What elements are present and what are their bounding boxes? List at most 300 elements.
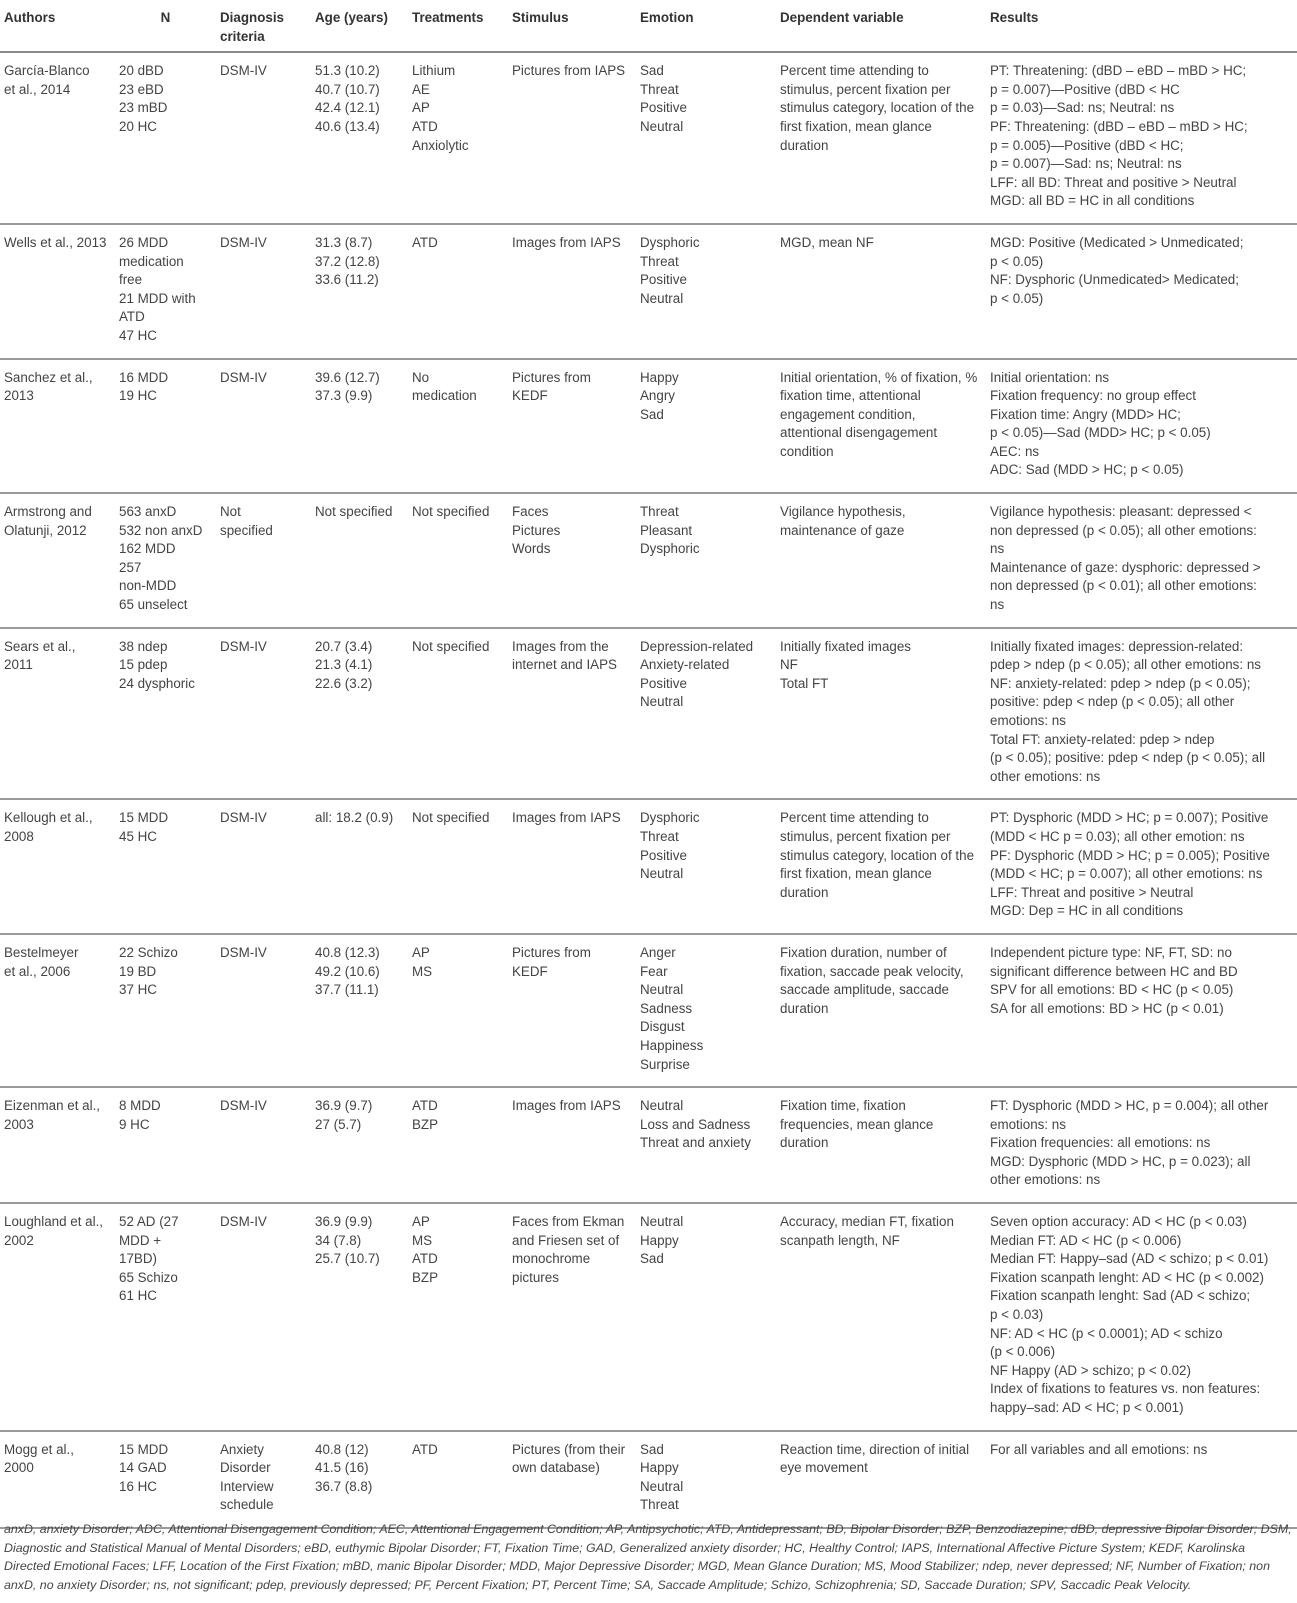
table-row [0,1431,1297,1528]
dependent-line: maintenance of gaze [780,522,905,538]
header-results: Results [986,0,1297,52]
cell-age [311,934,408,1087]
authors-line: Mogg et al., [4,1441,74,1457]
dependent-line: Percent time attending to [780,810,929,826]
dependent-line: NF [780,657,798,673]
cell-n [115,359,216,494]
n-line: 65 Schizo [119,1269,178,1285]
stimulus-line: Faces from Ekman [512,1214,625,1230]
stimulus-line: Images from IAPS [512,810,621,826]
treatments-line: Anxiolytic [412,137,469,153]
results-line: p = 0.03)—Sad: ns; Neutral: ns [990,100,1175,116]
cell-stimulus [508,359,636,494]
n-line: 20 HC [119,118,157,134]
emotion-line: Neutral [640,1214,684,1230]
diagnosis-line: DSM-IV [220,810,267,826]
emotion-line: Loss and Sadness [640,1116,751,1132]
cell-dependent [776,628,986,800]
age-line: 25.7 (10.7) [315,1251,380,1267]
age-line: 40.6 (13.4) [315,118,380,134]
emotion-line: Threat [640,1497,679,1513]
cell-n [115,934,216,1087]
cell-results [986,224,1297,359]
cell-treatments [408,799,508,934]
table-row [0,52,1297,224]
results-line: Fixation frequency: no group effect [990,388,1196,404]
cell-results [986,628,1297,800]
cell-results [986,359,1297,494]
stimulus-line: pictures [512,1269,559,1285]
diagnosis-line: DSM-IV [220,944,267,960]
results-line: SPV for all emotions: BD < HC (p < 0.05) [990,982,1234,998]
diagnosis-line: specified [220,522,273,538]
treatments-line: medication [412,388,477,404]
stimulus-line: Words [512,541,551,557]
cell-authors [0,934,115,1087]
cell-results [986,52,1297,224]
results-line: MGD: Positive (Medicated > Unmedicated; [990,234,1244,250]
results-line: significant difference between HC and BD [990,963,1238,979]
emotion-line: Surprise [640,1056,690,1072]
authors-line: Olatunji, 2012 [4,522,87,538]
cell-emotion [636,628,776,800]
table-row [0,934,1297,1087]
treatments-line: ATD [412,1251,438,1267]
treatments-line: BZP [412,1116,439,1132]
diagnosis-line: DSM-IV [220,369,267,385]
results-line: Median FT: AD < HC (p < 0.006) [990,1232,1182,1248]
cell-results [986,934,1297,1087]
cell-dependent [776,934,986,1087]
emotion-line: Sad [640,1251,664,1267]
cell-treatments [408,493,508,628]
cell-emotion [636,799,776,934]
treatments-line: Not specified [412,638,490,654]
cell-stimulus [508,224,636,359]
emotion-line: Neutral [640,1098,684,1114]
results-line: p < 0.05)—Sad (MDD> HC; p < 0.05) [990,425,1211,441]
n-line: non-MDD [119,578,177,594]
dependent-line: Fixation time, fixation [780,1098,906,1114]
results-line: SA for all emotions: BD > HC (p < 0.01) [990,1000,1224,1016]
results-line: For all variables and all emotions: ns [990,1441,1208,1457]
cell-diagnosis [216,1203,311,1431]
dependent-line: duration [780,1135,829,1151]
authors-line: et al., 2006 [4,963,71,979]
emotion-line: Anger [640,944,676,960]
authors-line: 2011 [4,657,33,673]
dependent-line: frequencies, mean glance [780,1116,934,1132]
n-line: 162 MDD [119,541,176,557]
emotion-line: Dysphoric [640,810,700,826]
age-line: 33.6 (11.2) [315,272,379,288]
results-line: p < 0.03) [990,1307,1044,1323]
results-line: Fixation frequencies: all emotions: ns [990,1135,1211,1151]
emotion-line: Pleasant [640,522,693,538]
results-line: positive: pdep < ndep (p < 0.05); all other [990,694,1235,710]
n-line: 47 HC [119,327,157,343]
cell-stimulus [508,1087,636,1203]
results-line: MGD: Dep = HC in all conditions [990,903,1184,919]
header-age: Age (years) [311,0,408,52]
results-line: other emotions: ns [990,768,1101,784]
age-line: 36.7 (8.8) [315,1478,373,1494]
emotion-line: Sad [640,406,664,422]
stimulus-line: own database) [512,1460,600,1476]
cell-n [115,493,216,628]
stimulus-line: Pictures from [512,944,591,960]
emotion-line: Positive [640,675,687,691]
dependent-line: Reaction time, direction of initial [780,1441,970,1457]
header-stimulus: Stimulus [508,0,636,52]
dependent-line: Percent time attending to [780,63,929,79]
table-body [0,52,1297,1528]
results-line: p = 0.007)—Sad: ns; Neutral: ns [990,156,1182,172]
n-line: 15 MDD [119,810,169,826]
n-line: 23 eBD [119,81,164,97]
cell-treatments [408,628,508,800]
n-line: 15 MDD [119,1441,169,1457]
authors-line: Sanchez et al., [4,369,93,385]
cell-stimulus [508,628,636,800]
n-line: 19 HC [119,388,157,404]
treatments-line: MS [412,963,433,979]
header-diagnosis-criteria [216,0,311,52]
results-line: ADC: Sad (MDD > HC; p < 0.05) [990,462,1184,478]
age-line: all: 18.2 (0.9) [315,810,394,826]
table-row [0,224,1297,359]
results-line: emotions: ns [990,1116,1066,1132]
emotion-line: Threat [640,504,679,520]
cell-stimulus [508,493,636,628]
treatments-line: ATD [412,118,438,134]
stimulus-line: Pictures from IAPS [512,63,626,79]
emotion-line: Anxiety-related [640,657,730,673]
cell-authors [0,799,115,934]
results-line: MGD: Dysphoric (MDD > HC, p = 0.023); all [990,1153,1251,1169]
dependent-line: Fixation duration, number of [780,944,947,960]
cell-n [115,224,216,359]
cell-treatments [408,1431,508,1528]
age-line: 20.7 (3.4) [315,638,373,654]
emotion-line: Positive [640,847,687,863]
stimulus-line: monochrome [512,1251,591,1267]
cell-stimulus [508,52,636,224]
results-line: Fixation time: Angry (MDD> HC; [990,406,1181,422]
cell-age [311,493,408,628]
n-line: 9 HC [119,1116,150,1132]
dependent-line: duration [780,1000,829,1016]
treatments-line: MS [412,1232,433,1248]
cell-n [115,52,216,224]
results-line: PF: Dysphoric (MDD > HC; p = 0.005); Positive [990,847,1270,863]
age-line: 41.5 (16) [315,1460,369,1476]
age-line: 37.2 (12.8) [315,253,380,269]
diagnosis-line: DSM-IV [220,1098,267,1114]
results-line: pdep > ndep (p < 0.05); all other emotions: ns [990,657,1261,673]
table-row [0,1087,1297,1203]
table-row [0,1203,1297,1431]
emotion-line: Happy [640,1232,679,1248]
results-line: FT: Dysphoric (MDD > HC, p = 0.004); all other [990,1098,1269,1114]
results-line: (MDD < HC; p = 0.007); all other emotions: ns [990,866,1263,882]
results-line: PF: Threatening: (dBD – eBD – mBD > HC; [990,118,1248,134]
results-line: non depressed (p < 0.05); all other emotions: [990,522,1257,538]
emotion-line: Threat [640,253,679,269]
n-line: 52 AD (27 [119,1214,179,1230]
results-line: p < 0.05) [990,290,1044,306]
stimulus-line: KEDF [512,963,548,979]
n-line: 22 Schizo [119,944,178,960]
authors-line: 2013 [4,388,34,404]
dependent-line: Total FT [780,675,829,691]
cell-authors [0,359,115,494]
results-line: NF: AD < HC (p < 0.0001); AD < schizo [990,1325,1223,1341]
emotion-line: Sad [640,63,664,79]
cell-dependent [776,52,986,224]
results-line: Fixation scanpath lenght: Sad (AD < schizo; [990,1288,1251,1304]
treatments-line: No [412,369,430,385]
cell-dependent [776,359,986,494]
n-line: MDD + [119,1232,162,1248]
emotion-line: Positive [640,100,687,116]
results-line: Vigilance hypothesis: pleasant: depressed < [990,504,1252,520]
cell-emotion [636,1203,776,1431]
cell-dependent [776,799,986,934]
dependent-line: stimulus, percent fixation per [780,81,951,97]
cell-treatments [408,52,508,224]
emotion-line: Sad [640,1441,664,1457]
dependent-line: saccade amplitude, saccade [780,982,949,998]
cell-treatments [408,224,508,359]
cell-stimulus [508,1431,636,1528]
n-line: 19 BD [119,963,157,979]
results-line: Fixation scanpath lenght: AD < HC (p < 0.002) [990,1269,1264,1285]
stimulus-line: and Friesen set of [512,1232,620,1248]
n-line: 37 HC [119,982,157,998]
cell-authors [0,52,115,224]
authors-line: Eizenman et al., [4,1098,101,1114]
cell-emotion [636,359,776,494]
stimulus-line: Images from IAPS [512,234,621,250]
stimulus-line: KEDF [512,388,548,404]
results-line: NF: Dysphoric (Unmedicated> Medicated; [990,272,1239,288]
cell-diagnosis [216,224,311,359]
stimulus-line: Faces [512,504,549,520]
age-line: 21.3 (4.1) [315,657,373,673]
diagnosis-line: DSM-IV [220,1214,267,1230]
results-line: Independent picture type: NF, FT, SD: no [990,944,1232,960]
n-line: free [119,272,143,288]
n-line: 65 unselect [119,597,188,613]
dependent-line: fixation time, attentional [780,388,921,404]
treatments-line: Not specified [412,504,490,520]
age-line: 36.9 (9.9) [315,1214,373,1230]
age-line: 42.4 (12.1) [315,100,380,116]
age-line: 34 (7.8) [315,1232,362,1248]
diagnosis-line: Disorder [220,1460,271,1476]
results-line: Total FT: anxiety-related: pdep > ndep [990,731,1215,747]
diagnosis-line: Not [220,504,241,520]
treatments-line: BZP [412,1269,439,1285]
age-line: 37.7 (11.1) [315,982,379,998]
diagnosis-line: DSM-IV [220,63,267,79]
n-line: 38 ndep [119,638,168,654]
cell-authors [0,1203,115,1431]
diagnosis-line: schedule [220,1497,274,1513]
dependent-line: eye movement [780,1460,868,1476]
results-line: p < 0.05) [990,253,1044,269]
treatments-line: AP [412,100,430,116]
dependent-line: duration [780,884,829,900]
emotion-line: Neutral [640,1478,684,1494]
table-row [0,799,1297,934]
stimulus-line: Pictures [512,522,561,538]
dependent-line: Initial orientation, % of fixation, % [780,369,978,385]
results-line: (p < 0.05); positive: pdep < ndep (p < 0.05); all [990,750,1266,766]
cell-emotion [636,493,776,628]
cell-results [986,1431,1297,1528]
stimulus-line: Pictures (from their [512,1441,626,1457]
treatments-line: Not specified [412,810,490,826]
cell-results [986,1087,1297,1203]
n-line: 17BD) [119,1251,157,1267]
n-line: 45 HC [119,828,157,844]
results-line: NF Happy (AD > schizo; p < 0.02) [990,1362,1191,1378]
cell-dependent [776,224,986,359]
age-line: 40.8 (12) [315,1441,369,1457]
results-line: NF: anxiety-related: pdep > ndep (p < 0.05); [990,675,1251,691]
dependent-line: first fixation, mean glance [780,118,932,134]
dependent-line: Vigilance hypothesis, [780,504,906,520]
treatments-line: ATD [412,1441,438,1457]
emotion-line: Neutral [640,694,684,710]
emotion-line: Threat and anxiety [640,1135,751,1151]
age-line: 40.7 (10.7) [315,81,380,97]
dependent-line: duration [780,137,829,153]
results-line: p = 0.007)—Positive (dBD < HC [990,81,1180,97]
results-line: (MDD < HC p = 0.03); all other emotion: ns [990,828,1245,844]
stimulus-line: internet and IAPS [512,657,617,673]
authors-line: 2008 [4,828,34,844]
cell-diagnosis [216,1087,311,1203]
emotion-line: Neutral [640,290,684,306]
n-line: 23 mBD [119,100,168,116]
age-line: 40.8 (12.3) [315,944,380,960]
cell-stimulus [508,799,636,934]
cell-n [115,799,216,934]
cell-n [115,1087,216,1203]
results-line: LFF: all BD: Threat and positive > Neutral [990,174,1237,190]
dependent-line: stimulus, percent fixation per [780,828,951,844]
emotion-line: Dysphoric [640,234,700,250]
n-line: 8 MDD [119,1098,161,1114]
cell-diagnosis [216,493,311,628]
cell-treatments [408,359,508,494]
authors-line: 2002 [4,1232,34,1248]
authors-line: et al., 2014 [4,81,71,97]
cell-age [311,1087,408,1203]
stimulus-line: Images from the [512,638,609,654]
age-line: 39.6 (12.7) [315,369,380,385]
cell-emotion [636,224,776,359]
authors-line: Sears et al., [4,638,76,654]
n-line: 257 [119,559,142,575]
dependent-line: engagement condition, [780,406,916,422]
n-line: 26 MDD [119,234,169,250]
n-line: 61 HC [119,1288,157,1304]
cell-treatments [408,1203,508,1431]
cell-diagnosis [216,934,311,1087]
emotion-line: Neutral [640,982,684,998]
diagnosis-line: Anxiety [220,1441,264,1457]
cell-age [311,359,408,494]
emotion-line: Dysphoric [640,541,700,557]
cell-results [986,1203,1297,1431]
results-line: (p < 0.006) [990,1344,1056,1360]
table-row [0,628,1297,800]
table-row [0,359,1297,494]
dependent-line: stimulus category, location of the [780,100,975,116]
treatments-line: ATD [412,1098,438,1114]
header-n: N [115,0,216,52]
table-row [0,493,1297,628]
emotion-line: Threat [640,828,679,844]
cell-age [311,1431,408,1528]
results-line: PT: Threatening: (dBD – eBD – mBD > HC; [990,63,1247,79]
emotion-line: Depression-related [640,638,754,654]
cell-diagnosis [216,799,311,934]
cell-authors [0,628,115,800]
emotion-line: Threat [640,81,679,97]
n-line: 16 MDD [119,369,169,385]
n-line: 21 MDD with [119,290,196,306]
dependent-line: condition [780,443,834,459]
header-authors: Authors [0,0,115,52]
header-treatments: Treatments [408,0,508,52]
cell-dependent [776,1087,986,1203]
results-line: other emotions: ns [990,1172,1101,1188]
results-line: Seven option accuracy: AD < HC (p < 0.03) [990,1214,1247,1230]
cell-emotion [636,934,776,1087]
emotion-line: Neutral [640,118,684,134]
results-line: MGD: all BD = HC in all conditions [990,193,1195,209]
stimulus-line: Pictures from [512,369,591,385]
diagnosis-line: Interview [220,1478,274,1494]
cell-stimulus [508,934,636,1087]
cell-n [115,1203,216,1431]
cell-emotion [636,1087,776,1203]
authors-line: Armstrong and [4,504,92,520]
cell-age [311,1203,408,1431]
results-line: Maintenance of gaze: dysphoric: depressed > [990,559,1261,575]
cell-results [986,799,1297,934]
dependent-line: MGD, mean NF [780,234,874,250]
emotion-line: Happy [640,1460,679,1476]
authors-line: García-Blanco [4,63,90,79]
results-line: Initially fixated images: depression-related: [990,638,1244,654]
header-emotion: Emotion [636,0,776,52]
n-line: 24 dysphoric [119,675,195,691]
treatments-line: ATD [412,234,438,250]
emotion-line: Neutral [640,866,684,882]
emotion-line: Positive [640,272,687,288]
dependent-line: Initially fixated images [780,638,911,654]
results-line: Index of fixations to features vs. non features: [990,1381,1261,1397]
diagnosis-line: DSM-IV [220,638,267,654]
n-line: 16 HC [119,1478,157,1494]
dependent-line: fixation, saccade peak velocity, [780,963,964,979]
